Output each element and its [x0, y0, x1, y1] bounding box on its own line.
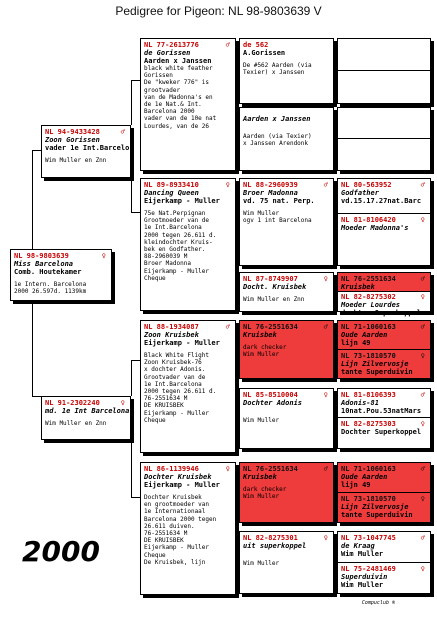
ancestor-note: Aarden (via Texier) — [243, 133, 312, 140]
female-symbol-icon: ♀ — [323, 275, 328, 283]
pedigree-note: Barcelona 2000 tegen — [144, 515, 217, 523]
male-symbol-icon: ♂ — [420, 534, 425, 542]
pedigree-note: kleindochter Kruis- — [144, 238, 213, 246]
ancestor-name: Aarden x Janssen — [243, 115, 311, 123]
subject-note: 1e Intern. Barcelona — [14, 281, 87, 288]
ancestor-note: Wim Muller en Znn — [243, 296, 305, 303]
female-symbol-icon: ♀ — [323, 534, 328, 542]
dam-name: md. 1e Int Barcelona — [45, 407, 130, 415]
grandsire-paternal-card[interactable] — [140, 38, 236, 171]
ancestor-name: Dochter Adonis — [243, 399, 303, 407]
ancestor-cell[interactable] — [338, 39, 430, 71]
female-symbol-icon: ♀ — [101, 252, 106, 260]
ancestor-note: dark checker — [243, 344, 287, 351]
female-symbol-icon: ♀ — [420, 420, 425, 428]
ancestor-ring: NL 81-8106393 ♂ — [341, 391, 425, 399]
dam-ring: NL 91-2302240 ♀ — [45, 399, 125, 407]
connector — [131, 80, 140, 81]
ancestor-name: Dochter Superkoppel — [341, 428, 422, 436]
pedigree-note: 1e Internationaal — [144, 508, 206, 516]
pedigree-note: grootvader — [144, 86, 181, 94]
ancestor-ring: NL 71-1060163 ♂ — [341, 465, 425, 473]
pedigree-note: 26.611 duiven. — [144, 522, 195, 530]
subject-name: Miss Barcelona — [14, 260, 74, 268]
ancestor-ring: NL 73-1047745 ♂ — [341, 534, 425, 542]
male-symbol-icon: ♂ — [225, 41, 230, 49]
pedigree-note: Grootvader van de — [144, 373, 206, 381]
connector — [32, 150, 33, 249]
pedigree-note: De "kweker 776" is — [144, 79, 210, 87]
granddam-paternal-card[interactable] — [140, 178, 236, 311]
granddam-maternal-owner: Eijerkamp - Muller — [144, 481, 220, 489]
pedigree-note: Lourdes, van de 26 — [144, 122, 210, 130]
pedigree-note: 76-2551634 M — [144, 395, 188, 403]
ancestor-ring: NL 82-8275301 ♀ — [243, 534, 328, 542]
sire-owner: vader 1e Int.Barcelo — [45, 144, 130, 152]
connector — [131, 360, 140, 361]
ancestor-ring: de 562 — [243, 41, 269, 49]
pedigree-note: 1e Int.Barcelona — [144, 380, 202, 388]
ancestor-ring: NL 85-8510004 ♀ — [243, 391, 328, 399]
male-symbol-icon: ♂ — [323, 181, 328, 189]
female-symbol-icon: ♀ — [225, 181, 230, 189]
pedigree-note: en grootmoeder van — [144, 501, 210, 509]
ancestor-cell[interactable] — [338, 108, 430, 139]
pedigree-note: Cheque — [144, 274, 166, 282]
grandsire-maternal-ring: NL 88-1934087 ♂ — [144, 323, 230, 331]
ancestor-pair-card[interactable] — [337, 107, 431, 171]
pedigree-note: 2000 tegen 26.611 d. — [144, 388, 217, 396]
ancestor-card[interactable] — [239, 178, 334, 266]
ancestor-ring: NL 87-8749907 ♀ — [243, 275, 328, 283]
ancestor-ring: NL 88-2960939 ♂ — [243, 181, 328, 189]
female-symbol-icon: ♀ — [120, 399, 125, 407]
ancestor-ring: NL 76-2551634 ♂ — [243, 323, 328, 331]
ancestor-pair-card[interactable] — [337, 178, 431, 266]
female-symbol-icon: ♀ — [420, 352, 425, 360]
pedigree-note: Gorissen — [144, 72, 173, 80]
granddam-maternal-name: Dochter Kruisbek — [144, 473, 212, 481]
pedigree-note: 76-2551634 M — [144, 530, 188, 538]
ancestor-owner: dochter Superkoppel — [341, 309, 422, 317]
ancestor-owner: lijn 49 — [341, 339, 371, 347]
grandsire-maternal-name: Zoon Kruisbek — [144, 331, 199, 339]
connector — [131, 440, 132, 497]
ancestor-card[interactable] — [239, 38, 334, 104]
pedigree-note: vader van de 10e nat — [144, 115, 217, 123]
ancestor-owner: vd. 75 nat. Perp. — [243, 197, 315, 205]
female-symbol-icon: ♀ — [420, 565, 425, 573]
grandsire-paternal-name: de Gorissen — [144, 49, 191, 57]
grandsire-paternal-ring: NL 77-2613776 ♂ — [144, 41, 230, 49]
ancestor-note: ogv 1 int Barcelona — [243, 217, 312, 225]
ancestor-card[interactable] — [239, 388, 334, 449]
subject-owner: Comb. Houtekamer — [14, 268, 82, 276]
ancestor-pair-card[interactable] — [337, 320, 431, 379]
granddam-paternal-ring: NL 89-8933410 ♀ — [144, 181, 230, 189]
pedigree-note: DE KRUISBEK — [144, 537, 184, 545]
ancestor-owner: A.Gorissen — [243, 49, 286, 57]
ancestor-ring: NL 82-8275303 ♀ — [341, 420, 425, 428]
subject-note: 2000 26.597d. 1139km — [14, 288, 87, 296]
ancestor-ring: NL 76-2551634 ♂ — [341, 275, 425, 283]
ancestor-owner: Wim Muller — [341, 550, 384, 558]
ancestor-name: Moeder Madonna's — [341, 224, 409, 232]
ancestor-ring: NL 76-2551634 ♂ — [243, 465, 328, 473]
grandsire-paternal-owner: Aarden x Janssen — [144, 57, 212, 65]
pedigree-note: Black White Flight — [144, 352, 210, 359]
ancestor-note: Wim Muller — [243, 493, 280, 501]
pedigree-note: Eijerkamp - Muller — [144, 267, 210, 275]
ancestor-pair-card[interactable] — [337, 272, 431, 317]
ancestor-note: De #562 Aarden (via — [243, 62, 312, 69]
ancestor-pair-card[interactable] — [337, 388, 431, 449]
ancestor-ring: NL 82-8275302 ♀ — [341, 293, 425, 301]
pedigree-note: Broer Madonna — [144, 260, 191, 268]
ancestor-note: dark checker — [243, 486, 287, 493]
connector — [131, 178, 132, 212]
ancestor-ring: NL 71-1060163 ♂ — [341, 323, 425, 331]
ancestor-card[interactable] — [239, 272, 334, 312]
female-symbol-icon: ♀ — [420, 293, 425, 301]
ancestor-card[interactable] — [239, 320, 334, 379]
ancestor-note: Wim Muller — [243, 417, 280, 424]
male-symbol-icon: ♂ — [323, 323, 328, 331]
sire-card[interactable] — [41, 125, 131, 178]
ancestor-card[interactable] — [239, 462, 334, 523]
connector — [32, 300, 33, 396]
female-symbol-icon: ♀ — [420, 495, 425, 503]
ancestor-note: Texier) x Janssen — [243, 69, 305, 77]
female-symbol-icon: ♀ — [225, 465, 230, 473]
granddam-paternal-name: Dancing Queen — [144, 189, 199, 197]
ancestor-card[interactable] — [239, 531, 334, 594]
year-label: 2000 — [22, 535, 100, 568]
ancestor-name: Docht. Kruisbek — [243, 283, 307, 291]
pedigree-note: Cheque — [144, 551, 166, 559]
connector — [32, 150, 41, 151]
page-title: Pedigree for Pigeon: NL 98-9803639 V — [115, 4, 322, 18]
sire-ring: NL 94-9433428 ♂ — [45, 128, 125, 136]
ancestor-name: Adonis-81 — [341, 399, 379, 407]
ancestor-card[interactable] — [239, 107, 334, 171]
dam-card[interactable] — [41, 396, 131, 440]
ancestor-name: Moeder Lourdes — [341, 301, 401, 309]
ancestor-owner: Wim Muller — [341, 581, 384, 589]
granddam-maternal-card[interactable] — [140, 462, 236, 595]
pedigree-note: DE KRUISBEK — [144, 402, 184, 410]
ancestor-owner: tante Superduivin — [341, 368, 413, 376]
ancestor-note: x Janssen Arendonk — [243, 140, 309, 148]
pedigree-note: Zoon Kruisbek-76 — [144, 359, 202, 367]
pedigree-note: van de Madonna's en — [144, 93, 213, 101]
ancestor-owner: lijn 49 — [341, 481, 371, 489]
pedigree-note: x dochter Adonis. — [144, 366, 206, 374]
male-symbol-icon: ♂ — [420, 275, 425, 283]
ancestor-name: Kruisbek — [243, 331, 277, 339]
ancestor-note: Wim Muller — [243, 560, 280, 567]
ancestor-name: Superduivin — [341, 573, 388, 581]
ancestor-owner: tante Superduivin — [341, 511, 413, 519]
pedigree-note: De Kruisbek, lijn — [144, 558, 206, 566]
sire-name: Zoon Gorissen — [45, 136, 100, 144]
subject-ring: NL 98-9803639 ♀ — [14, 252, 106, 260]
pedigree-note: 1e Int.Barcelona — [144, 224, 202, 232]
connector — [131, 80, 132, 125]
connector — [131, 497, 140, 498]
ancestor-ring: NL 80-563952 ♂ — [341, 181, 425, 189]
ancestor-ring: NL 81-8106420 ♀ — [341, 216, 425, 224]
pedigree-note: Grootmoeder van de — [144, 217, 210, 225]
ancestor-name: Oude Aarden — [341, 331, 388, 339]
female-symbol-icon: ♀ — [323, 391, 328, 399]
ancestor-name: Broer Madonna — [243, 189, 298, 197]
ancestor-ring: NL 75-2481469 ♀ — [341, 565, 425, 573]
footer-credit: Compuclub ® — [361, 600, 395, 606]
sire-note: Wim Muller en Znn — [45, 157, 107, 164]
subject-card[interactable] — [10, 249, 112, 301]
ancestor-owner: 10nat.Pou.53natMars — [341, 407, 422, 415]
ancestor-name: de Kraag — [341, 542, 375, 550]
ancestor-pair-card[interactable] — [337, 531, 431, 594]
granddam-maternal-ring: NL 86-1139946 ♀ — [144, 465, 230, 473]
pedigree-note: 2000 tegen 26.611 d. — [144, 231, 217, 239]
male-symbol-icon: ♂ — [323, 465, 328, 473]
ancestor-name: Kruisbek — [243, 473, 277, 481]
connector — [32, 396, 41, 397]
ancestor-name: Lijn Zilvervosje — [341, 503, 409, 511]
pedigree-note: Dochter Kruisbek — [144, 494, 202, 501]
dam-note: Wim Muller en Znn — [45, 420, 107, 427]
pedigree-note: de 1e Nat.& Int. — [144, 101, 202, 109]
ancestor-pair-card[interactable] — [337, 462, 431, 523]
ancestor-ring: NL 73-1810570 ♀ — [341, 495, 425, 503]
grandsire-maternal-owner: Eijerkamp - Muller — [144, 339, 220, 347]
pedigree-note: black white feather — [144, 65, 213, 72]
ancestor-name: Godfather — [341, 189, 379, 197]
ancestor-name: uit superkoppel — [243, 542, 307, 550]
pedigree-note: Eijerkamp - Muller — [144, 409, 210, 417]
pedigree-note: Eijerkamp - Muller — [144, 544, 210, 552]
pedigree-note: 75e Nat.Perpignan — [144, 210, 206, 217]
connector — [131, 212, 140, 213]
ancestor-name: Kruisbek — [341, 283, 375, 291]
male-symbol-icon: ♂ — [225, 323, 230, 331]
ancestor-name: Oude Aarden — [341, 473, 388, 481]
male-symbol-icon: ♂ — [120, 128, 125, 136]
pedigree-note: 88-2960039 M — [144, 253, 188, 261]
male-symbol-icon: ♂ — [420, 181, 425, 189]
ancestor-note: Wim Muller — [243, 351, 280, 359]
ancestor-name: Lijn Zilvervosje — [341, 360, 409, 368]
male-symbol-icon: ♂ — [420, 323, 425, 331]
male-symbol-icon: ♂ — [420, 465, 425, 473]
grandsire-maternal-card[interactable] — [140, 320, 236, 453]
ancestor-note: Wim Muller — [243, 210, 280, 217]
pedigree-note: bek en Godfather. — [144, 246, 206, 254]
granddam-paternal-owner: Eijerkamp - Muller — [144, 197, 220, 205]
ancestor-owner: vd.15.17.27nat.Barc — [341, 197, 422, 205]
connector — [131, 360, 132, 396]
male-symbol-icon: ♂ — [420, 391, 425, 399]
ancestor-pair-card[interactable] — [337, 38, 431, 104]
ancestor-ring: NL 73-1810570 ♀ — [341, 352, 425, 360]
pedigree-note: Barcelona 2000 — [144, 108, 195, 116]
female-symbol-icon: ♀ — [420, 216, 425, 224]
pedigree-note: Cheque — [144, 416, 166, 424]
